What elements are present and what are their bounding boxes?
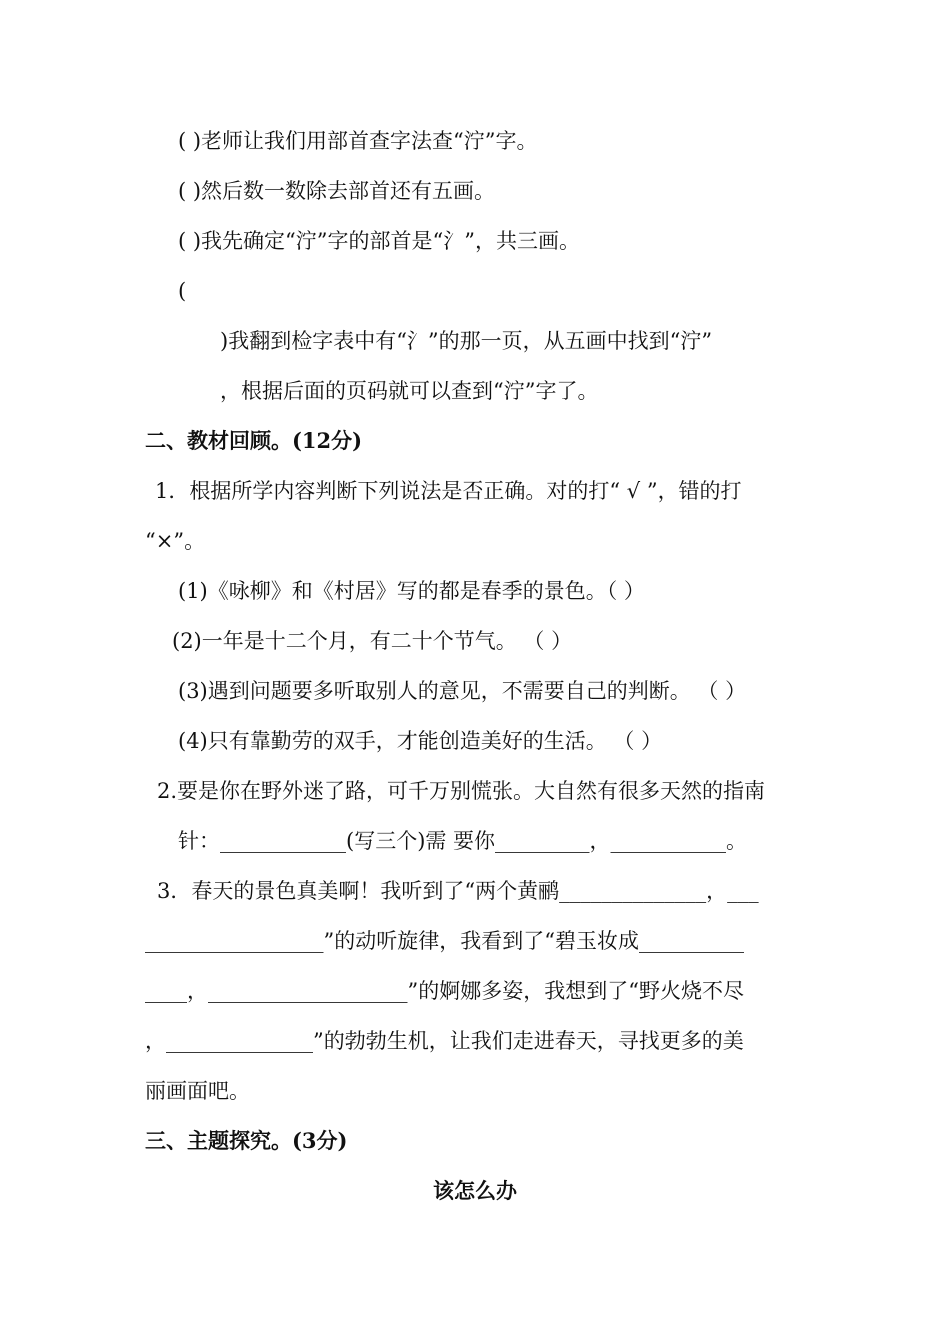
section3-subtitle: 该怎么办 bbox=[433, 1178, 517, 1203]
q2-line2: 针：____________(写三个)需 要你_________，___________。 bbox=[178, 829, 748, 853]
section-heading-theme: 三、主题探究。(3分) bbox=[145, 1128, 348, 1153]
q3-line4: ，______________”的勃勃生机，让我们走进春天，寻找更多的美 bbox=[145, 1029, 744, 1053]
order-step-2: ( )然后数一数除去部首还有五画。 bbox=[178, 179, 496, 203]
section-heading-review: 二、教材回顾。(12分) bbox=[145, 428, 363, 453]
order-step-4-bracket: ( bbox=[178, 279, 187, 303]
q1-prompt-line1: 1．根据所学内容判断下列说法是否正确。对的打“ √ ”，错的打 bbox=[155, 479, 742, 503]
order-step-4-continuation: ，根据后面的页码就可以查到“泞”字了。 bbox=[220, 379, 599, 403]
q3-line3: ____，___________________”的婀娜多姿，我想到了“野火烧不尽 bbox=[145, 979, 744, 1003]
q1-item-3: (3)遇到问题要多听取别人的意见，不需要自己的判断。 （ ） bbox=[178, 679, 747, 703]
q1-item-2: (2)一年是十二个月，有二十个节气。 （ ） bbox=[172, 629, 573, 653]
q3-line5: 丽画面吧。 bbox=[145, 1079, 250, 1103]
q2-line1: 2.要是你在野外迷了路，可千万别慌张。大自然有很多天然的指南 bbox=[157, 779, 766, 803]
q3-line1: 3．春天的景色真美啊！我听到了“两个黄鹂______________，___ bbox=[157, 879, 759, 903]
q3-line2: _________________”的动听旋律，我看到了“碧玉妆成__________ bbox=[145, 929, 744, 953]
order-step-1: ( )老师让我们用部首查字法查“泞”字。 bbox=[178, 129, 538, 153]
order-step-4-text: )我翻到检字表中有“氵”的那一页，从五画中找到“泞” bbox=[220, 329, 713, 353]
q1-item-4: (4)只有靠勤劳的双手，才能创造美好的生活。 （ ） bbox=[178, 729, 663, 753]
q1-prompt-line2: “×”。 bbox=[145, 529, 206, 553]
q1-item-1: (1)《咏柳》和《村居》写的都是春季的景色。（ ） bbox=[178, 579, 645, 603]
order-step-3: ( )我先确定“泞”字的部首是“氵”，共三画。 bbox=[178, 229, 581, 253]
